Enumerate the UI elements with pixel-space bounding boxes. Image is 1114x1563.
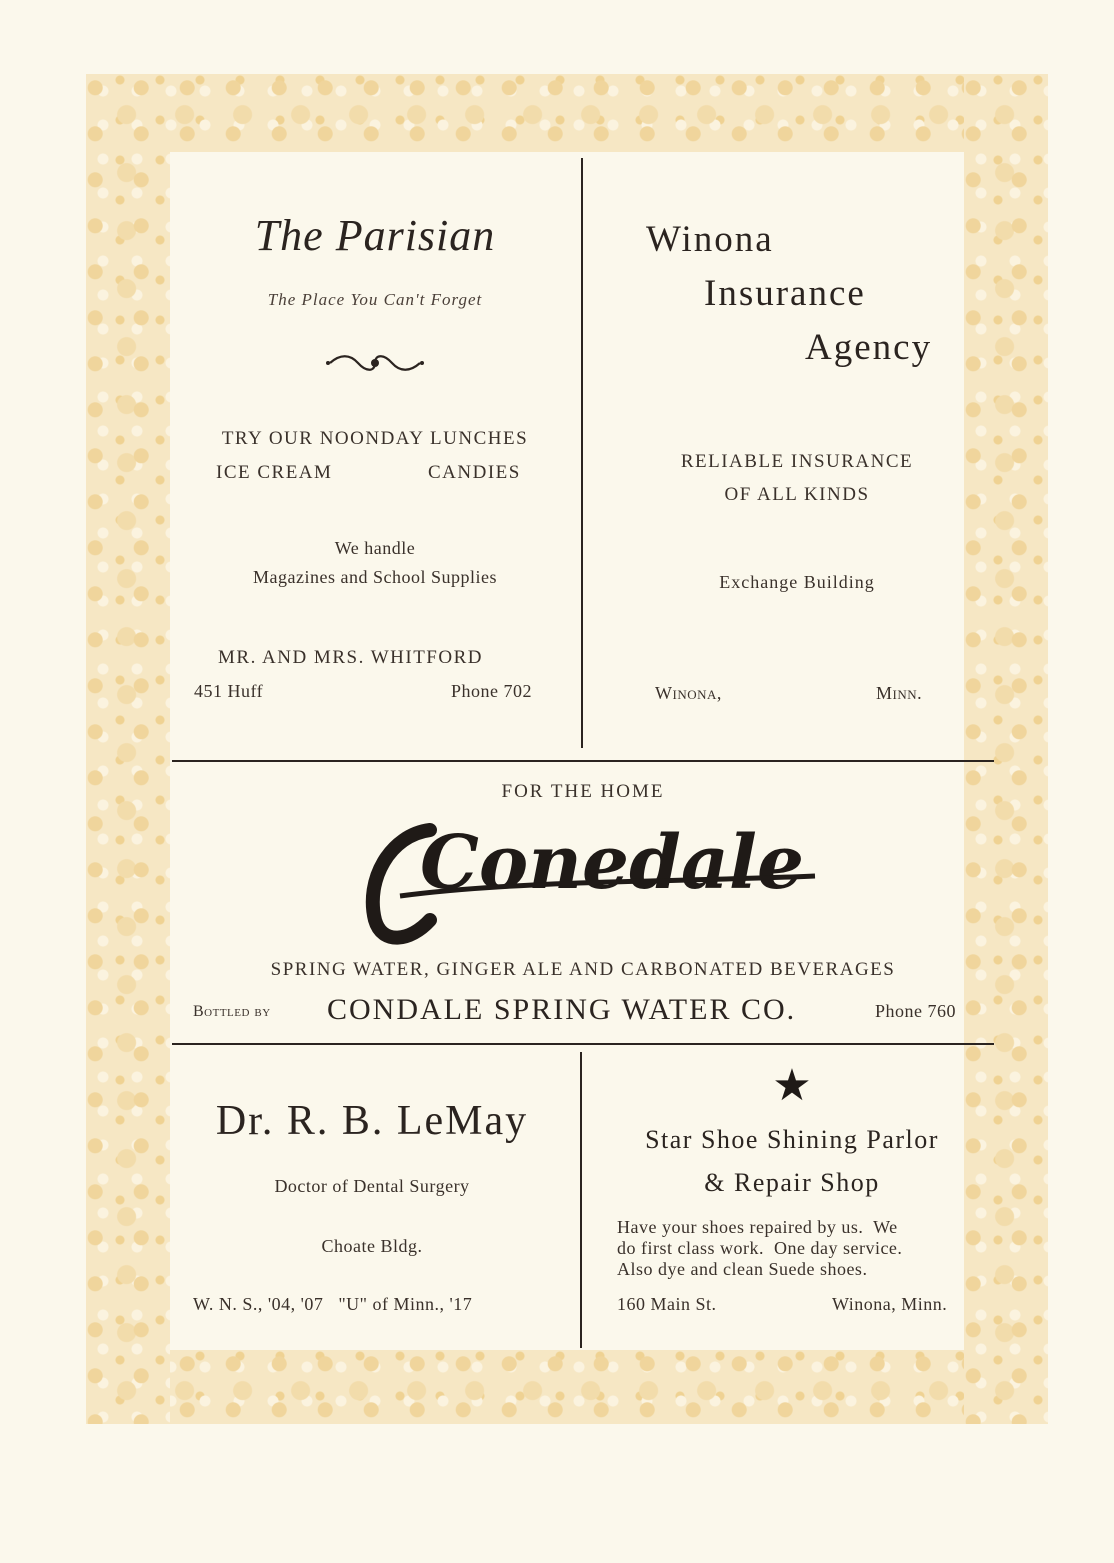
star-icon: ★ bbox=[772, 1061, 812, 1110]
condale-header: FOR THE HOME bbox=[501, 781, 665, 802]
star-address: 160 Main St. bbox=[617, 1294, 717, 1314]
condale-products: SPRING WATER, GINGER ALE AND CARBONATED BEVERAGES bbox=[270, 959, 896, 980]
parisian-handle-line2: Magazines and School Supplies bbox=[253, 567, 497, 587]
parisian-handle-line1: We handle bbox=[334, 538, 416, 558]
winona-desc-line2: OF ALL KINDS bbox=[724, 484, 870, 505]
star-desc-line1: Have your shoes repaired by us. We bbox=[617, 1217, 898, 1237]
parisian-tagline: The Place You Can't Forget bbox=[267, 290, 483, 309]
divider-horizontal-1 bbox=[172, 760, 994, 762]
ornamental-border-top bbox=[86, 74, 1048, 152]
winona-city: Winona, bbox=[655, 683, 722, 703]
winona-desc-line1: RELIABLE INSURANCE bbox=[680, 451, 914, 472]
lemay-building: Choate Bldg. bbox=[321, 1236, 423, 1256]
parisian-address: 451 Huff bbox=[194, 681, 264, 701]
parisian-candies: CANDIES bbox=[428, 462, 521, 483]
parisian-ice-cream: ICE CREAM bbox=[216, 462, 333, 483]
winona-building: Exchange Building bbox=[719, 572, 875, 592]
divider-horizontal-2 bbox=[172, 1043, 994, 1045]
condale-logo bbox=[360, 810, 830, 950]
winona-title-line3: Agency bbox=[805, 327, 933, 368]
divider-vertical-top bbox=[581, 158, 583, 748]
star-city: Winona, Minn. bbox=[832, 1294, 948, 1314]
lemay-profession: Doctor of Dental Surgery bbox=[274, 1176, 470, 1196]
star-desc-line2: do first class work. One day service. bbox=[617, 1238, 903, 1258]
parisian-owners: MR. AND MRS. WHITFORD bbox=[218, 647, 483, 668]
star-desc-line3: Also dye and clean Suede shoes. bbox=[617, 1259, 868, 1279]
star-title-line1: Star Shoe Shining Parlor bbox=[645, 1125, 939, 1154]
ornamental-border-left bbox=[86, 74, 170, 1424]
winona-title-line1: Winona bbox=[646, 219, 774, 260]
parisian-lunches: TRY OUR NOONDAY LUNCHES bbox=[221, 428, 529, 449]
condale-logo-text: Conedale bbox=[420, 820, 805, 906]
parisian-title: The Parisian bbox=[254, 211, 496, 260]
divider-vertical-bottom bbox=[580, 1052, 582, 1348]
winona-title-line2: Insurance bbox=[704, 273, 866, 314]
parisian-phone: Phone 702 bbox=[451, 681, 532, 701]
condale-phone: Phone 760 bbox=[875, 1001, 956, 1021]
condale-bottled-by: Bottled by bbox=[193, 1003, 271, 1020]
star-title-line2: & Repair Shop bbox=[704, 1168, 880, 1197]
lemay-credentials: W. N. S., '04, '07 "U" of Minn., '17 bbox=[193, 1294, 473, 1314]
ornamental-border-bottom bbox=[86, 1350, 1048, 1424]
flourish-ornament-icon bbox=[320, 352, 430, 374]
winona-state: Minn. bbox=[876, 683, 923, 703]
condale-company: CONDALE SPRING WATER CO. bbox=[327, 993, 797, 1026]
ornamental-border-right bbox=[964, 74, 1048, 1424]
lemay-name: Dr. R. B. LeMay bbox=[215, 1098, 529, 1144]
